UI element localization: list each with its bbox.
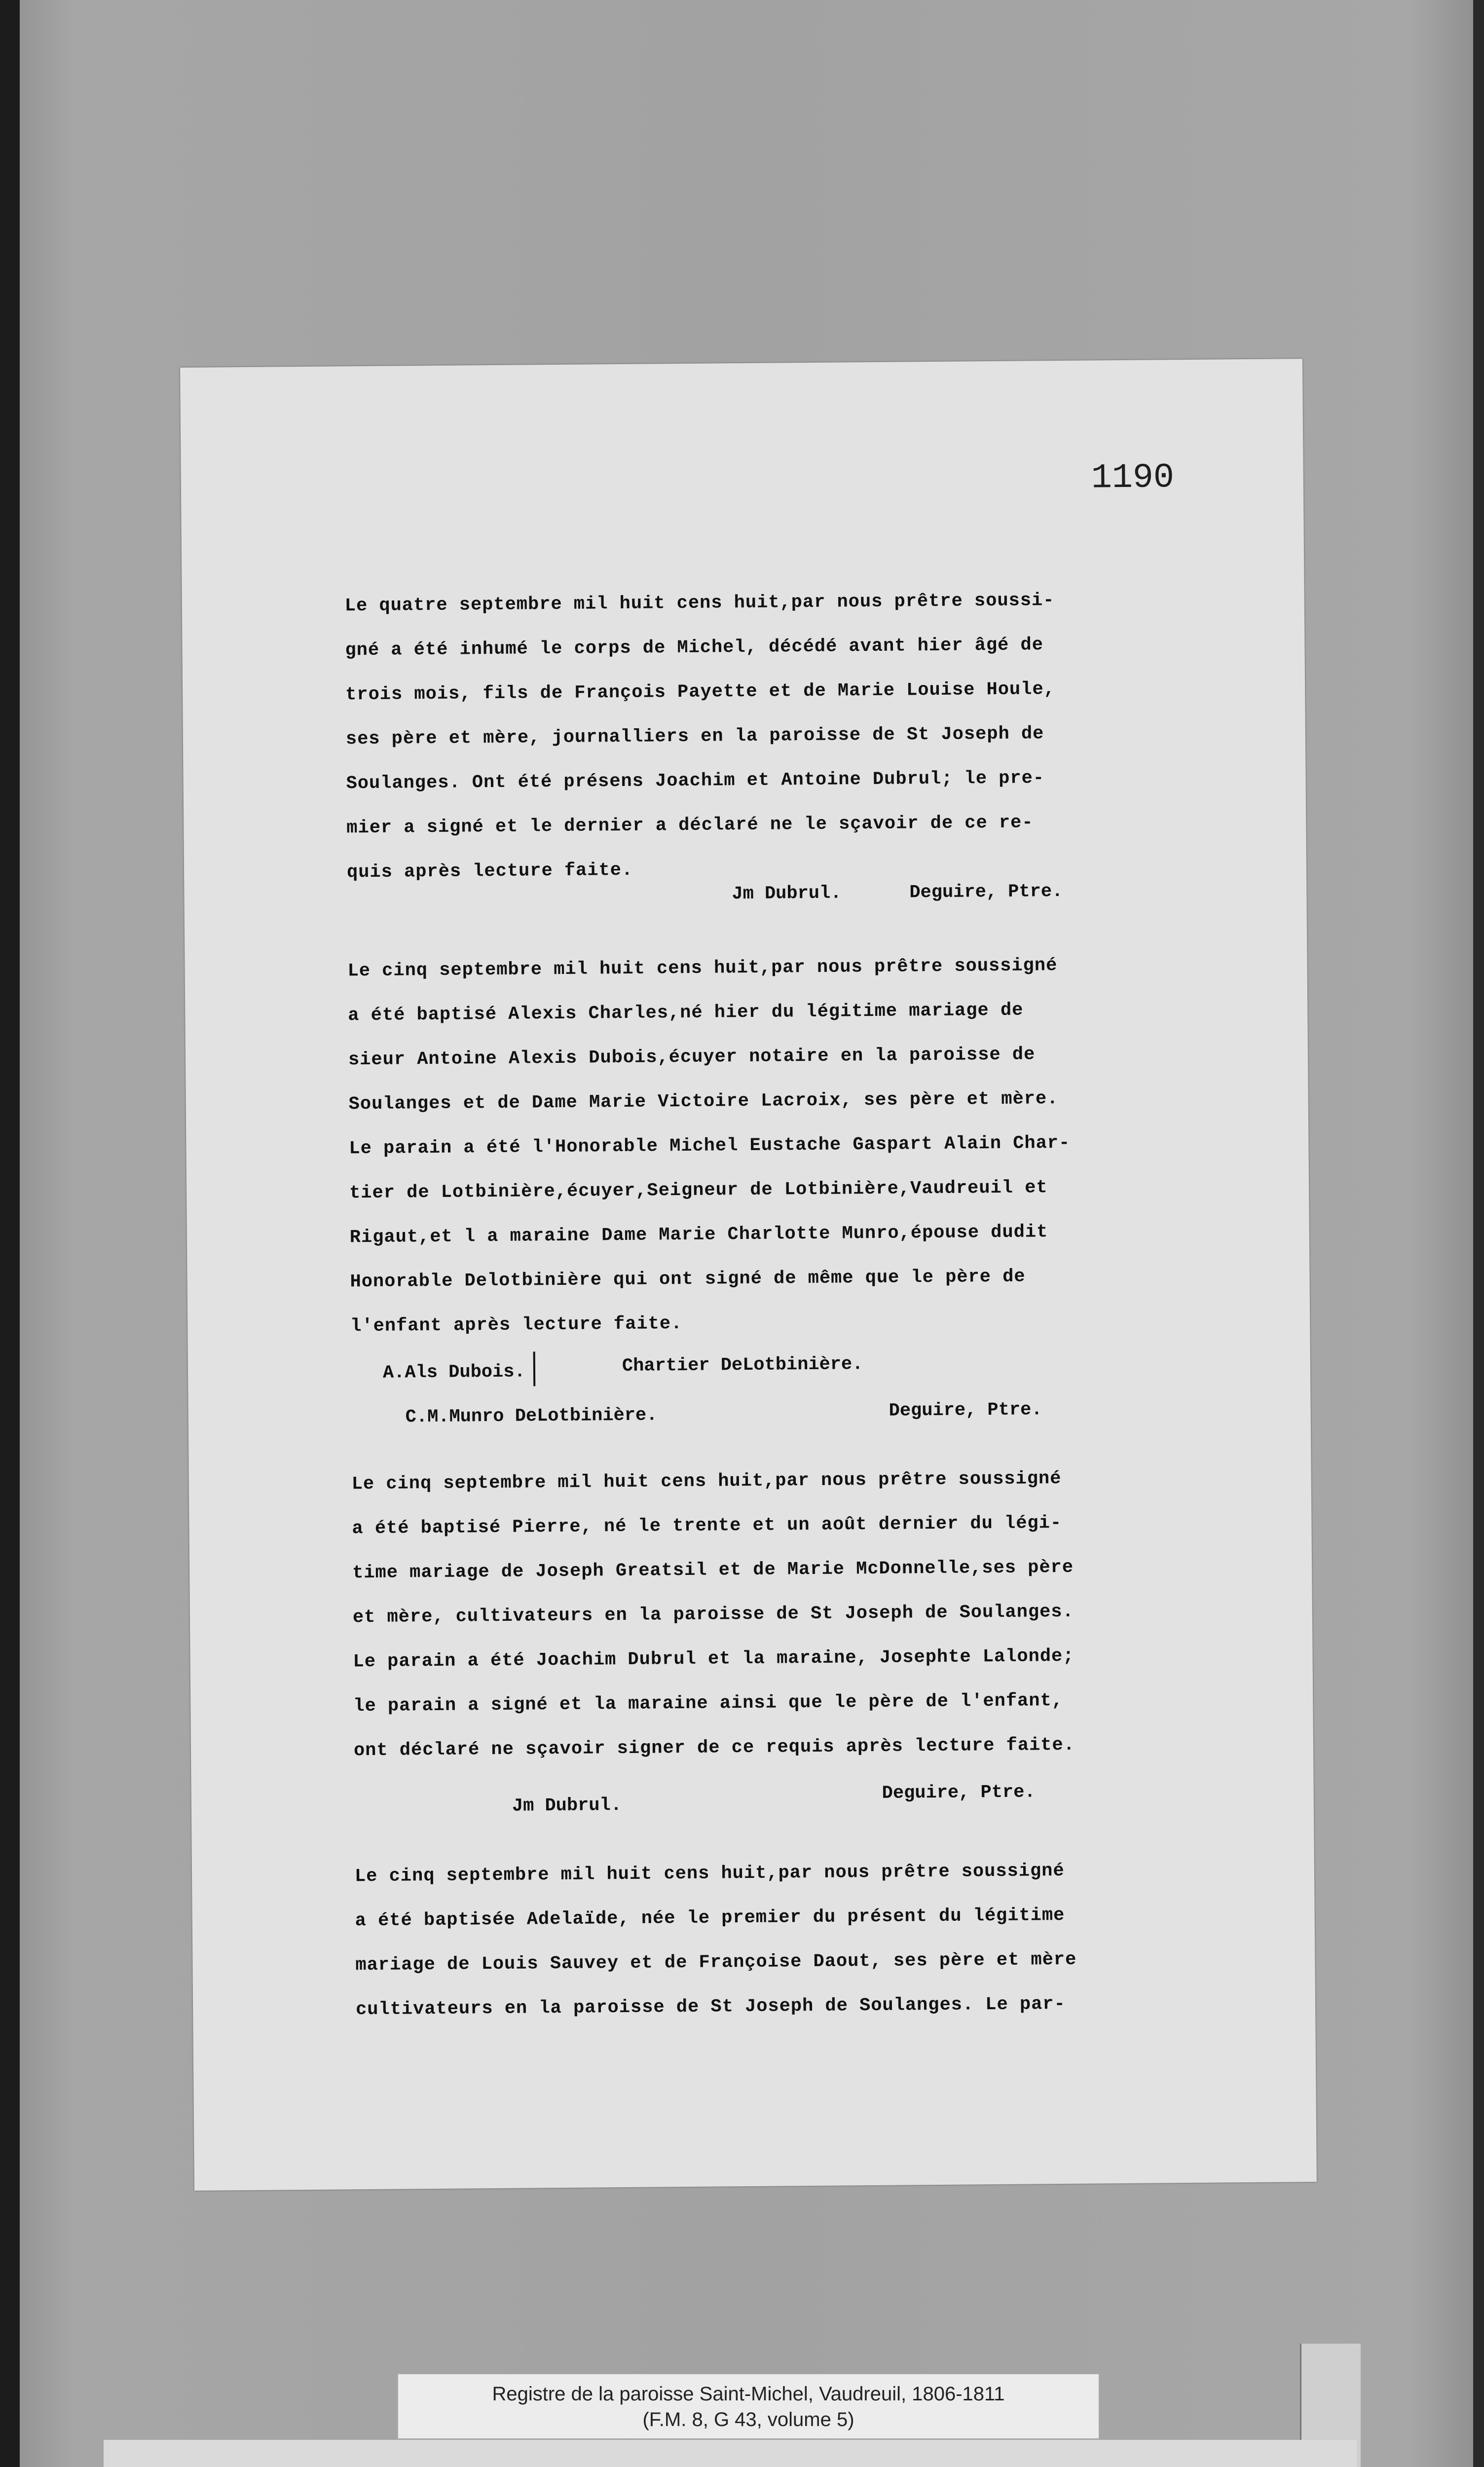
entry-1-line-4: ses père et mère, journalliers en la paroisse de St Joseph de (345, 723, 1044, 750)
film-edge-right (1473, 0, 1484, 2467)
entry-2-line-7: Rigaut,et l a maraine Dame Marie Charlotte Munro,épouse dudit (349, 1222, 1048, 1248)
register-page (180, 359, 1317, 2191)
register-label-title: Registre de la paroisse Saint-Michel, Vaudreuil, 1806-1811 (492, 2383, 1005, 2405)
entry-3-signature-dubrul: Jm Dubrul. (512, 1795, 622, 1817)
entry-3-line-4: et mère, cultivateurs en la paroisse de St Joseph de Soulanges. (352, 1601, 1074, 1628)
entry-3-line-2: a été baptisé Pierre, né le trente et un août dernier du légi- (352, 1513, 1062, 1539)
entry-1-line-1: Le quatre septembre mil huit cens huit,par nous prêtre soussi- (344, 590, 1055, 617)
entry-3-line-5: Le parain a été Joachim Dubrul et la maraine, Josephte Lalonde; (353, 1645, 1075, 1673)
entry-1-line-7: quis après lecture faite. (346, 860, 633, 883)
page-number: 1190 (1091, 458, 1175, 498)
archives-stamp (104, 2440, 1357, 2467)
entry-2-line-2: a été baptisé Alexis Charles,né hier du légitime mariage de (348, 1000, 1024, 1026)
entry-2-line-1: Le cinq septembre mil huit cens huit,par nous prêtre soussigné (347, 955, 1058, 982)
entry-1-signature-dubrul: Jm Dubrul. (732, 883, 842, 905)
entry-2-line-6: tier de Lotbinière,écuyer,Seigneur de Lotbinière,Vaudreuil et (349, 1177, 1048, 1204)
entry-3-line-6: le parain a signé et la maraine ainsi que le père de l'enfant, (353, 1690, 1064, 1717)
register-label (397, 2373, 1100, 2439)
entry-2-signature-munro: C.M.Munro DeLotbinière. (405, 1405, 658, 1428)
entry-3-line-1: Le cinq septembre mil huit cens huit,par nous prêtre soussigné (351, 1468, 1062, 1495)
entry-2-line-3: sieur Antoine Alexis Dubois,écuyer notaire en la paroisse de (348, 1044, 1036, 1071)
entry-3-line-7: ont déclaré ne sçavoir signer de ce requis après lecture faite. (353, 1734, 1075, 1761)
entry-2-line-8: Honorable Delotbinière qui ont signé de même que le père de (350, 1266, 1026, 1293)
entry-4-line-4: cultivateurs en la paroisse de St Joseph de Soulanges. Le par- (355, 1994, 1066, 2020)
entry-1-line-2: gné a été inhumé le corps de Michel, décédé avant hier âgé de (345, 635, 1044, 661)
entry-2-line-5: Le parain a été l'Honorable Michel Eustache Gaspart Alain Char- (349, 1132, 1071, 1159)
entry-2-line-9: l'enfant après lecture faite. (350, 1313, 683, 1337)
entry-1-signature-deguire: Deguire, Ptre. (909, 881, 1063, 903)
entry-3-line-3: time mariage de Joseph Greatsil et de Marie McDonnelle,ses père (352, 1557, 1074, 1584)
register-label-reference: (F.M. 8, G 43, volume 5) (642, 2409, 854, 2430)
entry-2-signature-deguire: Deguire, Ptre. (889, 1399, 1042, 1421)
entry-1-line-3: trois mois, fils de François Payette et de Marie Louise Houle, (345, 679, 1055, 706)
film-edge-left (0, 0, 20, 2467)
entry-4-line-1: Le cinq septembre mil huit cens huit,par nous prêtre soussigné (354, 1861, 1065, 1887)
entry-1-line-5: Soulanges. Ont été présens Joachim et Antoine Dubrul; le pre- (346, 768, 1045, 794)
entry-2-line-4: Soulanges et de Dame Marie Victoire Lacroix, ses père et mère. (348, 1088, 1059, 1115)
entry-4-line-3: mariage de Louis Sauvey et de Françoise Daout, ses père et mère (355, 1949, 1077, 1976)
entry-3-signature-deguire: Deguire, Ptre. (882, 1782, 1036, 1804)
entry-4-line-2: a été baptisée Adelaïde, née le premier du présent du légitime (355, 1905, 1065, 1932)
entry-2-signature-dubois: A.Als Dubois. (382, 1361, 525, 1383)
signature-bracket (533, 1351, 536, 1386)
entry-2-signature-chartier: Chartier DeLotbinière. (622, 1354, 863, 1377)
entry-1-line-6: mier a signé et le dernier a déclaré ne le sçavoir de ce re- (346, 812, 1034, 839)
